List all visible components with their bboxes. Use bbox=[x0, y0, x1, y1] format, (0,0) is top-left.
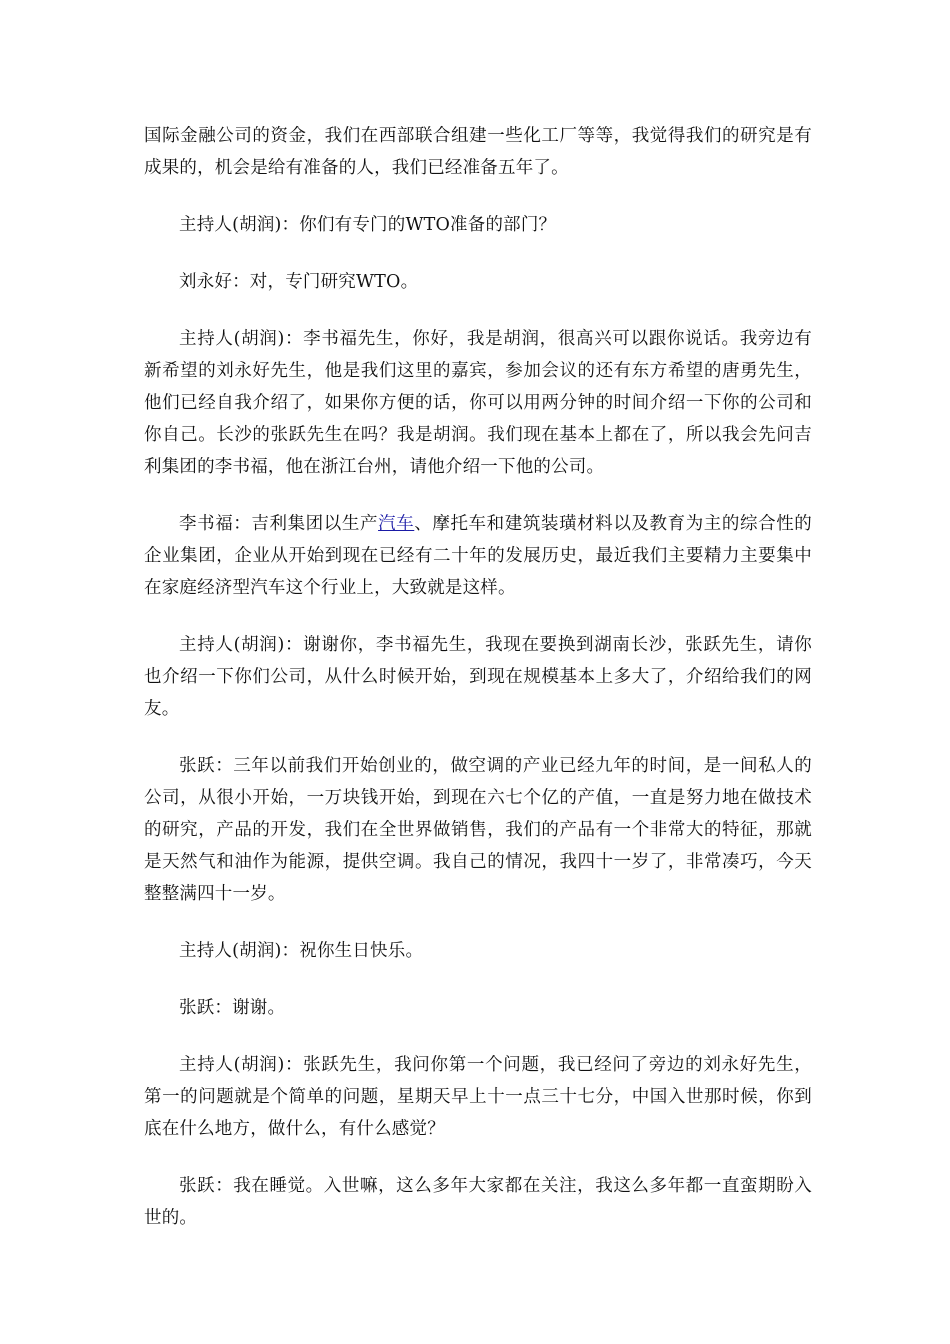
paragraph-text-before-link: 李书福：吉利集团以生产 bbox=[179, 514, 379, 534]
paragraph-host-intro: 主持人(胡润)：李书福先生，你好，我是胡润，很高兴可以跟你说话。我旁边有新希望的刘永好先生，他是我们这里的嘉宾，参加会议的还有东方希望的唐勇先生，他们已经自我介绍了，如果你方便的话，你可以用两分钟的时间介绍一下你的公司和你自己。长沙的张跃先生在吗？我是胡润。我们现在基本上都在了，所以我会先问吉利集团的李书福，他在浙江台州，请他介绍一下他的公司。 bbox=[144, 329, 812, 477]
paragraph-text-after-link: 、摩托车和建筑装璜材料以及教育为主的综合性的企业集团，企业从开始到现在已经有二十年的发展历史，最近我们主要精力主要集中在家庭经济型汽车这个行业上，大致就是这样。 bbox=[144, 514, 812, 598]
paragraph-host-to-zhang: 主持人(胡润)：谢谢你，李书福先生，我现在要换到湖南长沙，张跃先生，请你也介绍一下你们公司，从什么时候开始，到现在规模基本上多大了，介绍给我们的网友。 bbox=[144, 635, 812, 719]
paragraph-continuation: 国际金融公司的资金，我们在西部联合组建一些化工厂等等，我觉得我们的研究是有成果的，机会是给有准备的人，我们已经准备五年了。 bbox=[144, 126, 812, 178]
paragraph-host-first-question: 主持人(胡润)：张跃先生，我问你第一个问题，我已经问了旁边的刘永好先生，第一的问题就是个简单的问题，星期天早上十一点三十七分，中国入世那时候，你到底在什么地方，做什么，有什么感觉？ bbox=[144, 1055, 812, 1139]
paragraph-zhang-thanks: 张跃：谢谢。 bbox=[179, 998, 286, 1018]
paragraph-li-shufu-intro bbox=[144, 508, 812, 604]
document-page bbox=[144, 120, 812, 1259]
paragraph-zhang-intro: 张跃：三年以前我们开始创业的，做空调的产业已经九年的时间，是一间私人的公司，从很小开始，一万块钱开始，到现在六七个亿的产值，一直是努力地在做技术的研究，产品的开发，我们在全世界做销售，我们的产品有一个非常大的特征，那就是天然气和油作为能源，提供空调。我自己的情况，我四十一岁了，非常凑巧，今天整整满四十一岁。 bbox=[144, 756, 812, 904]
paragraph-liu-answer: 刘永好：对，专门研究WTO。 bbox=[179, 272, 419, 292]
car-link[interactable]: 汽车 bbox=[378, 514, 415, 534]
paragraph-host-birthday: 主持人(胡润)：祝你生日快乐。 bbox=[179, 941, 424, 961]
paragraph-zhang-answer: 张跃：我在睡觉。入世嘛，这么多年大家都在关注，我这么多年都一直蛮期盼入世的。 bbox=[144, 1176, 812, 1228]
paragraph-host-question-wto: 主持人(胡润)：你们有专门的WTO准备的部门？ bbox=[179, 215, 557, 235]
